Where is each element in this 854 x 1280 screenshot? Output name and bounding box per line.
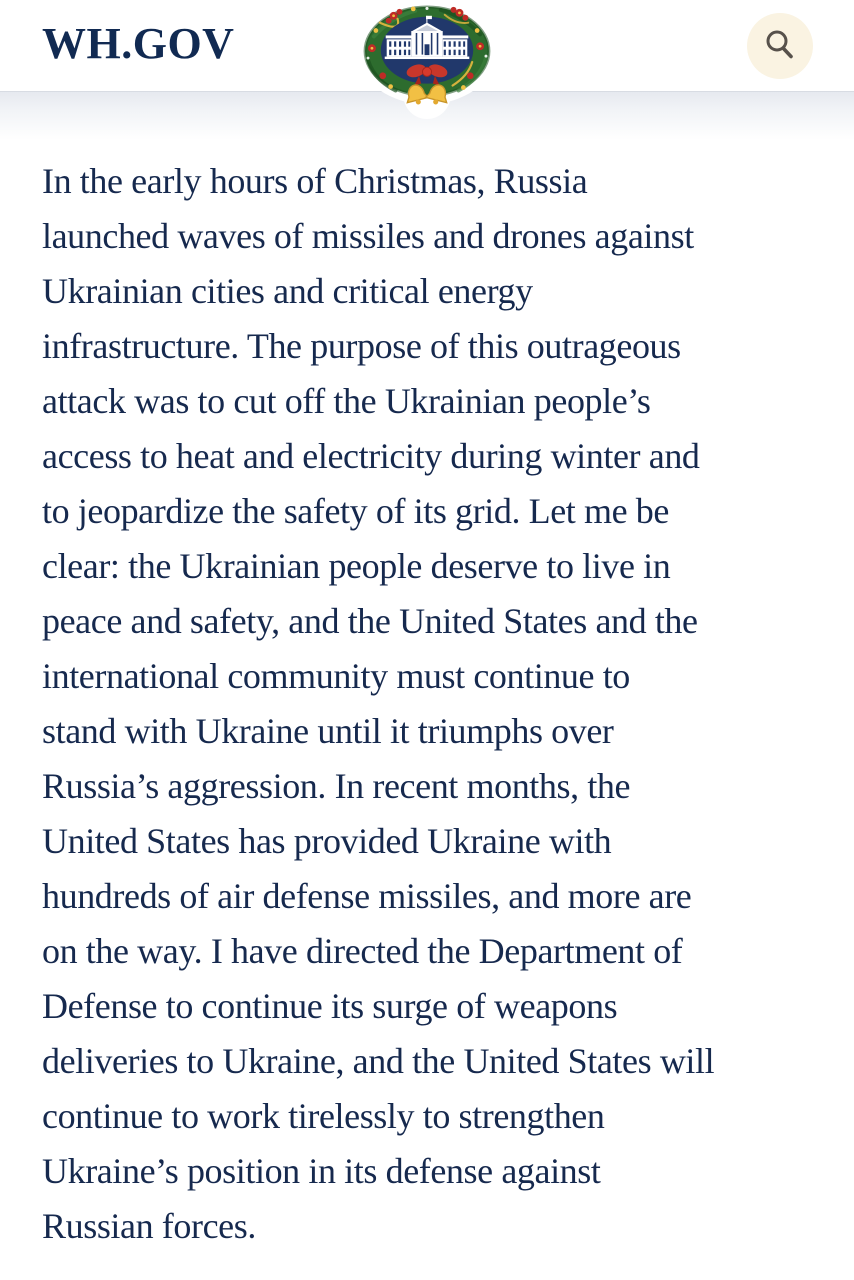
search-icon [760, 26, 800, 66]
white-house-holiday-logo[interactable] [358, 3, 496, 119]
statement-line: access to heat and electricity during winter and [42, 436, 700, 476]
statement-paragraph [0, 140, 854, 1254]
statement-line: In the early hours of Christmas, Russia [42, 161, 588, 201]
statement-line: clear: the Ukrainian people deserve to live in [42, 546, 671, 586]
white-house-wreath-icon [358, 3, 496, 119]
statement-line: stand with Ukraine until it triumphs over [42, 711, 614, 751]
statement-line: international community must continue to [42, 656, 630, 696]
statement-line: Ukrainian cities and critical energy [42, 271, 533, 311]
search-button[interactable] [747, 13, 813, 79]
statement-line: launched waves of missiles and drones against [42, 216, 694, 256]
statement-line: hundreds of air defense missiles, and more are [42, 876, 692, 916]
statement-line: Ukraine’s position in its defense against [42, 1151, 601, 1191]
statement-line: attack was to cut off the Ukrainian people’s [42, 381, 651, 421]
statement-line: continue to work tirelessly to strengthen [42, 1096, 605, 1136]
statement-line: to jeopardize the safety of its grid. Let me be [42, 491, 669, 531]
statement-line: peace and safety, and the United States and the [42, 601, 698, 641]
statement-line: Russia’s aggression. In recent months, the [42, 766, 631, 806]
statement-line: on the way. I have directed the Department of [42, 931, 683, 971]
statement-line: Defense to continue its surge of weapons [42, 986, 618, 1026]
statement-line: Russian forces. [42, 1206, 256, 1246]
site-header [0, 0, 854, 92]
statement-line: United States has provided Ukraine with [42, 821, 612, 861]
brand-wordmark[interactable]: WH.GOV [42, 18, 235, 68]
statement-line: infrastructure. The purpose of this outrageous [42, 326, 681, 366]
statement-line: deliveries to Ukraine, and the United States will [42, 1041, 715, 1081]
statement-body [0, 140, 854, 1254]
